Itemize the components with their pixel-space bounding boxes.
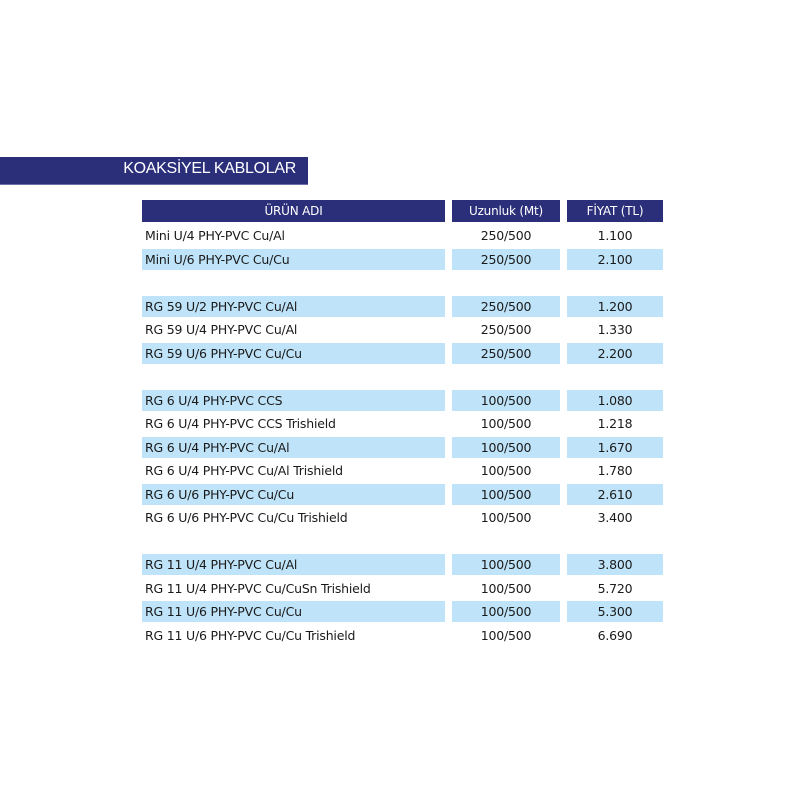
table-row <box>142 248 663 272</box>
length-cell: 250/500 <box>452 249 560 270</box>
price-cell: 1.670 <box>567 437 663 458</box>
product-name-cell: RG 59 U/2 PHY-PVC Cu/Al <box>142 296 445 317</box>
table-row <box>142 342 663 366</box>
product-name-cell: RG 11 U/6 PHY-PVC Cu/Cu Trishield <box>145 627 356 643</box>
product-name-cell: Mini U/6 PHY-PVC Cu/Cu <box>142 249 445 270</box>
table-row <box>142 436 663 460</box>
price-cell: 1.200 <box>567 296 663 317</box>
price-cell: 5.300 <box>567 601 663 622</box>
section-title: KOAKSİYEL KABLOLAR <box>123 160 296 177</box>
length-cell: 100/500 <box>452 601 560 622</box>
price-cell: 6.690 <box>597 627 633 643</box>
table-row <box>142 459 663 483</box>
price-cell: 3.800 <box>567 554 663 575</box>
length-cell: 100/500 <box>480 580 532 596</box>
length-cell: 250/500 <box>480 322 532 337</box>
table-body <box>142 224 663 647</box>
length-cell: 100/500 <box>452 437 560 458</box>
product-name-cell: RG 11 U/4 PHY-PVC Cu/CuSn Trishield <box>145 580 371 596</box>
product-name-cell: RG 6 U/4 PHY-PVC CCS <box>142 390 445 411</box>
table-row <box>142 295 663 319</box>
section-title-bar <box>0 157 308 185</box>
product-name-cell: RG 11 U/4 PHY-PVC Cu/Al <box>142 554 445 575</box>
price-cell: 1.780 <box>597 463 633 478</box>
table-row <box>142 624 663 648</box>
table-row <box>142 389 663 413</box>
length-cell: 100/500 <box>452 390 560 411</box>
table-row <box>142 506 663 530</box>
header-price: FİYAT (TL) <box>567 200 663 222</box>
length-cell: 100/500 <box>480 463 532 478</box>
price-cell: 3.400 <box>597 510 633 525</box>
length-cell: 250/500 <box>452 343 560 364</box>
length-cell: 250/500 <box>452 296 560 317</box>
group-spacer <box>142 530 663 554</box>
length-cell: 100/500 <box>480 627 532 643</box>
product-name-cell: RG 59 U/6 PHY-PVC Cu/Cu <box>142 343 445 364</box>
table-row <box>142 318 663 342</box>
product-name-cell: RG 6 U/4 PHY-PVC Cu/Al Trishield <box>145 463 343 478</box>
table-row <box>142 600 663 624</box>
price-cell: 1.100 <box>597 228 633 243</box>
product-name-cell: RG 6 U/6 PHY-PVC Cu/Cu Trishield <box>145 510 348 525</box>
product-name-cell: RG 59 U/4 PHY-PVC Cu/Al <box>145 322 298 337</box>
length-cell: 100/500 <box>452 554 560 575</box>
price-cell: 2.200 <box>567 343 663 364</box>
product-name-cell: RG 6 U/4 PHY-PVC Cu/Al <box>142 437 445 458</box>
table-row <box>142 224 663 248</box>
product-name-cell: RG 11 U/6 PHY-PVC Cu/Cu <box>142 601 445 622</box>
length-cell: 100/500 <box>452 484 560 505</box>
price-cell: 5.720 <box>597 580 633 596</box>
table-row <box>142 577 663 601</box>
length-cell: 100/500 <box>480 510 532 525</box>
table-row <box>142 483 663 507</box>
price-table <box>142 200 663 647</box>
length-cell: 100/500 <box>480 416 532 431</box>
product-name-cell: Mini U/4 PHY-PVC Cu/Al <box>145 228 285 243</box>
price-cell: 1.218 <box>597 416 633 431</box>
group-spacer <box>142 271 663 295</box>
table-header <box>142 200 663 222</box>
header-product-name: ÜRÜN ADI <box>142 200 445 222</box>
price-cell: 2.100 <box>567 249 663 270</box>
group-spacer <box>142 365 663 389</box>
price-cell: 1.080 <box>567 390 663 411</box>
table-row <box>142 553 663 577</box>
price-cell: 2.610 <box>567 484 663 505</box>
table-row <box>142 412 663 436</box>
price-cell: 1.330 <box>597 322 633 337</box>
header-length: Uzunluk (Mt) <box>452 200 560 222</box>
product-name-cell: RG 6 U/6 PHY-PVC Cu/Cu <box>142 484 445 505</box>
product-name-cell: RG 6 U/4 PHY-PVC CCS Trishield <box>145 416 336 431</box>
length-cell: 250/500 <box>480 228 532 243</box>
